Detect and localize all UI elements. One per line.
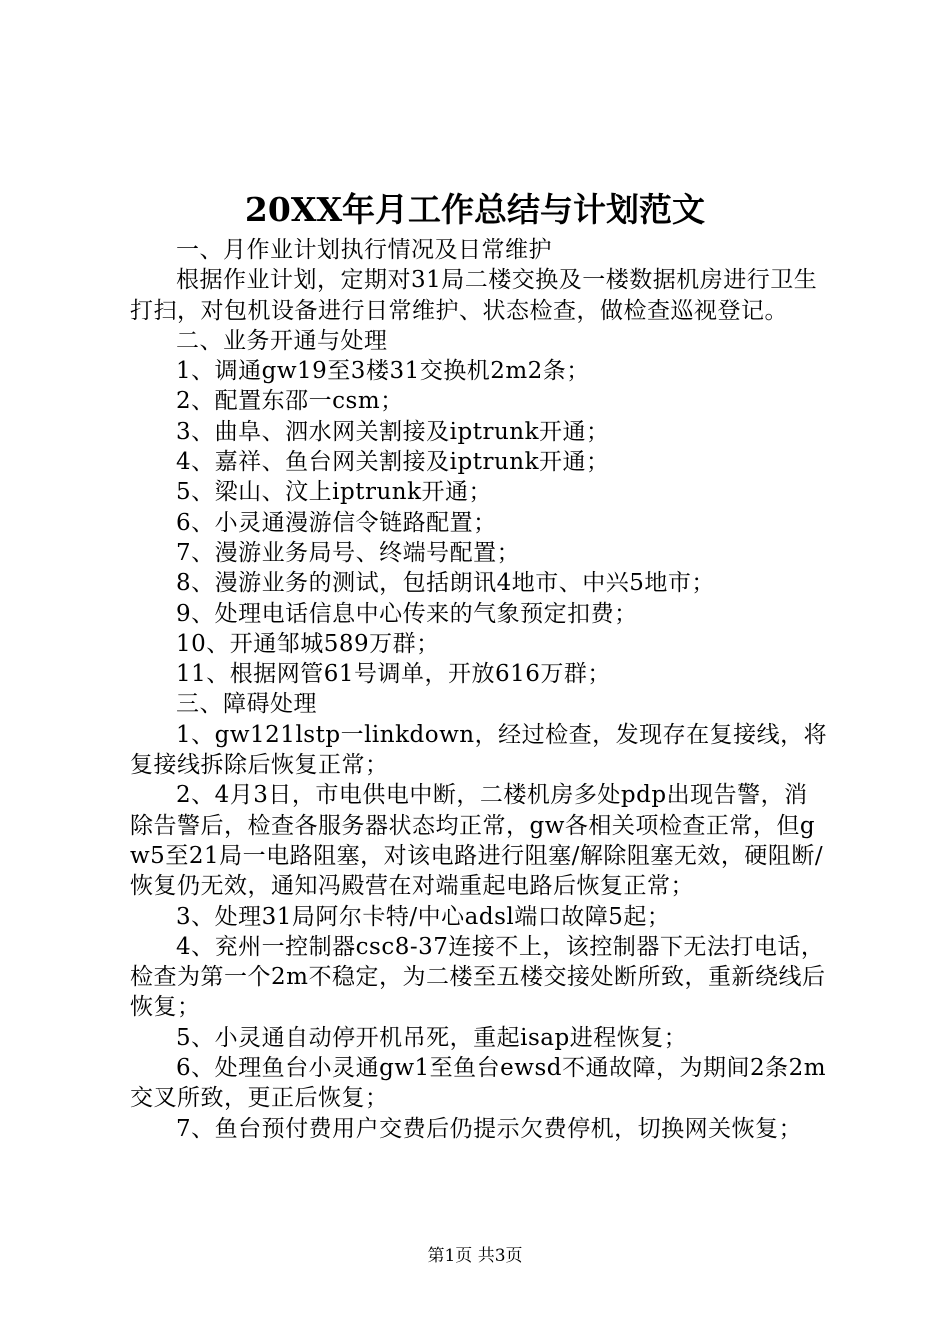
document-title: 20XX年月工作总结与计划范文 xyxy=(244,190,706,229)
paragraph: 4、兖州一控制器csc8-37连接不上，该控制器下无法打电话，检查为第一个2m不稳定，为二楼至五楼交接处断所致，重新绕线后恢复； xyxy=(130,933,826,1021)
paragraph: 6、小灵通漫游信令链路配置； xyxy=(176,509,497,536)
paragraph: 3、处理31局阿尔卡特/中心adsl端口故障5起； xyxy=(176,903,671,930)
paragraph: 5、小灵通自动停开机吊死，重起isap进程恢复； xyxy=(176,1024,688,1051)
paragraph: 7、漫游业务局号、终端号配置； xyxy=(176,539,521,566)
paragraph: 5、梁山、汶上iptrunk开通； xyxy=(176,479,493,506)
paragraph: 三、障碍处理 xyxy=(176,691,317,718)
paragraph: 1、gw121lstp一linkdown，经过检查，发现存在复接线，将复接线拆除后恢复正常； xyxy=(130,721,828,779)
document-body xyxy=(130,235,830,1144)
paragraph: 8、漫游业务的测试，包括朗讯4地市、中兴5地市； xyxy=(176,570,715,597)
paragraph: 4、嘉祥、鱼台网关割接及iptrunk开通； xyxy=(176,449,610,476)
page-footer: 第1页 共3页 xyxy=(427,1246,523,1266)
paragraph: 1、调通gw19至3楼31交换机2m2条； xyxy=(176,358,590,385)
paragraph: 9、处理电话信息中心传来的气象预定扣费； xyxy=(176,600,638,627)
paragraph: 11、根据网管61号调单，开放616万群； xyxy=(176,661,611,688)
paragraph: 根据作业计划，定期对31局二楼交换及一楼数据机房进行卫生打扫，对包机设备进行日常维护、状态检查，做检查巡视登记。 xyxy=(130,267,818,324)
paragraph: 二、业务开通与处理 xyxy=(176,327,388,354)
paragraph: 2、配置东邵一csm； xyxy=(176,388,404,415)
paragraph: 2、4月3日，市电供电中断，二楼机房多处pdp出现告警，消除告警后，检查各服务器状态均正常，gw各相关项检查正常，但gw5至21局一电路阻塞，对该电路进行阻塞/解除阻塞无效，硬阻断/恢复仍无效，通知冯殿营在对端重起电路后恢复正常； xyxy=(130,782,824,900)
paragraph: 一、月作业计划执行情况及日常维护 xyxy=(176,237,552,263)
paragraph: 3、曲阜、泗水网关割接及iptrunk开通； xyxy=(176,418,610,445)
paragraph: 7、鱼台预付费用户交费后仍提示欠费停机，切换网关恢复； xyxy=(176,1115,803,1142)
paragraph: 10、开通邹城589万群； xyxy=(176,630,440,657)
paragraph: 6、处理鱼台小灵通gw1至鱼台ewsd不通故障，为期间2条2m交叉所致，更正后恢复； xyxy=(130,1055,827,1112)
